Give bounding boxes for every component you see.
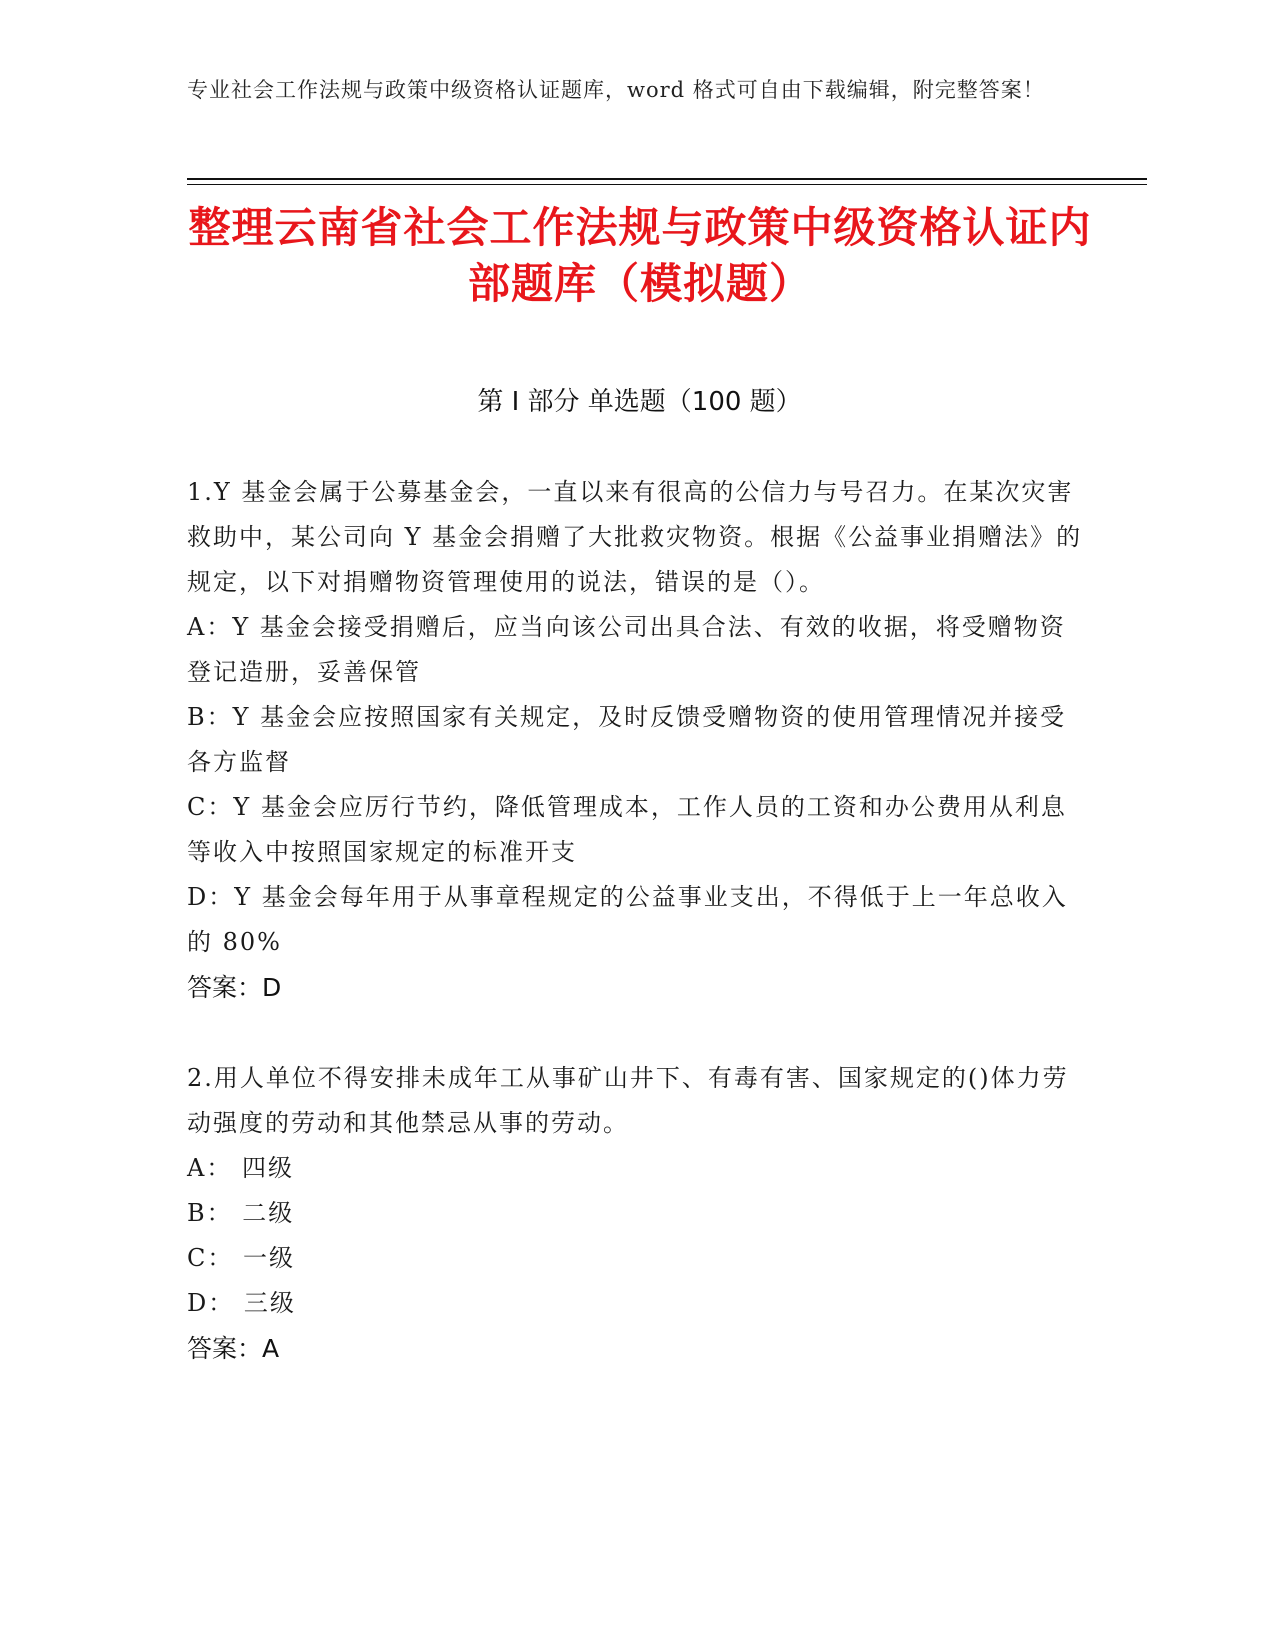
question-2 [187, 1056, 1087, 1371]
question-list [187, 470, 1087, 1417]
section-title: 第 I 部分 单选题（100 题） [477, 387, 802, 417]
header-divider-thick [187, 178, 1147, 180]
header-divider-thin [187, 184, 1147, 185]
header-note: 专业社会工作法规与政策中级资格认证题库，word 格式可自由下载编辑，附完整答案！ [187, 78, 1045, 102]
question-stem: 1.Y 基金会属于公募基金会，一直以来有很高的公信力与号召力。在某次灾害救助中，某公司向 Y 基金会捐赠了大批救灾物资。根据《公益事业捐赠法》的规定，以下对捐赠物资管理使用的说法，错误的是（）。 [187, 478, 1083, 596]
option-c: C：Y 基金会应厉行节约，降低管理成本，工作人员的工资和办公费用从利息等收入中按照国家规定的标准开支 [187, 793, 1067, 866]
question-stem: 2.用人单位不得安排未成年工从事矿山井下、有毒有害、国家规定的()体力劳动强度的劳动和其他禁忌从事的劳动。 [187, 1064, 1069, 1137]
answer-label: 答案：A [187, 1334, 280, 1363]
question-1 [187, 470, 1087, 1010]
option-b: B：Y 基金会应按照国家有关规定，及时反馈受赠物资的使用管理情况并接受各方监督 [187, 703, 1067, 776]
option-d: D：Y 基金会每年用于从事章程规定的公益事业支出，不得低于上一年总收入的 80% [187, 883, 1068, 956]
answer-label: 答案：D [187, 973, 282, 1002]
option-d: D： 三级 [187, 1289, 296, 1317]
document-title: 整理云南省社会工作法规与政策中级资格认证内部题库（模拟题） [188, 203, 1092, 308]
option-a: A： 四级 [187, 1154, 294, 1182]
option-c: C： 一级 [187, 1244, 295, 1272]
option-b: B： 二级 [187, 1199, 295, 1227]
option-a: A：Y 基金会接受捐赠后，应当向该公司出具合法、有效的收据，将受赠物资登记造册，妥善保管 [187, 613, 1066, 686]
